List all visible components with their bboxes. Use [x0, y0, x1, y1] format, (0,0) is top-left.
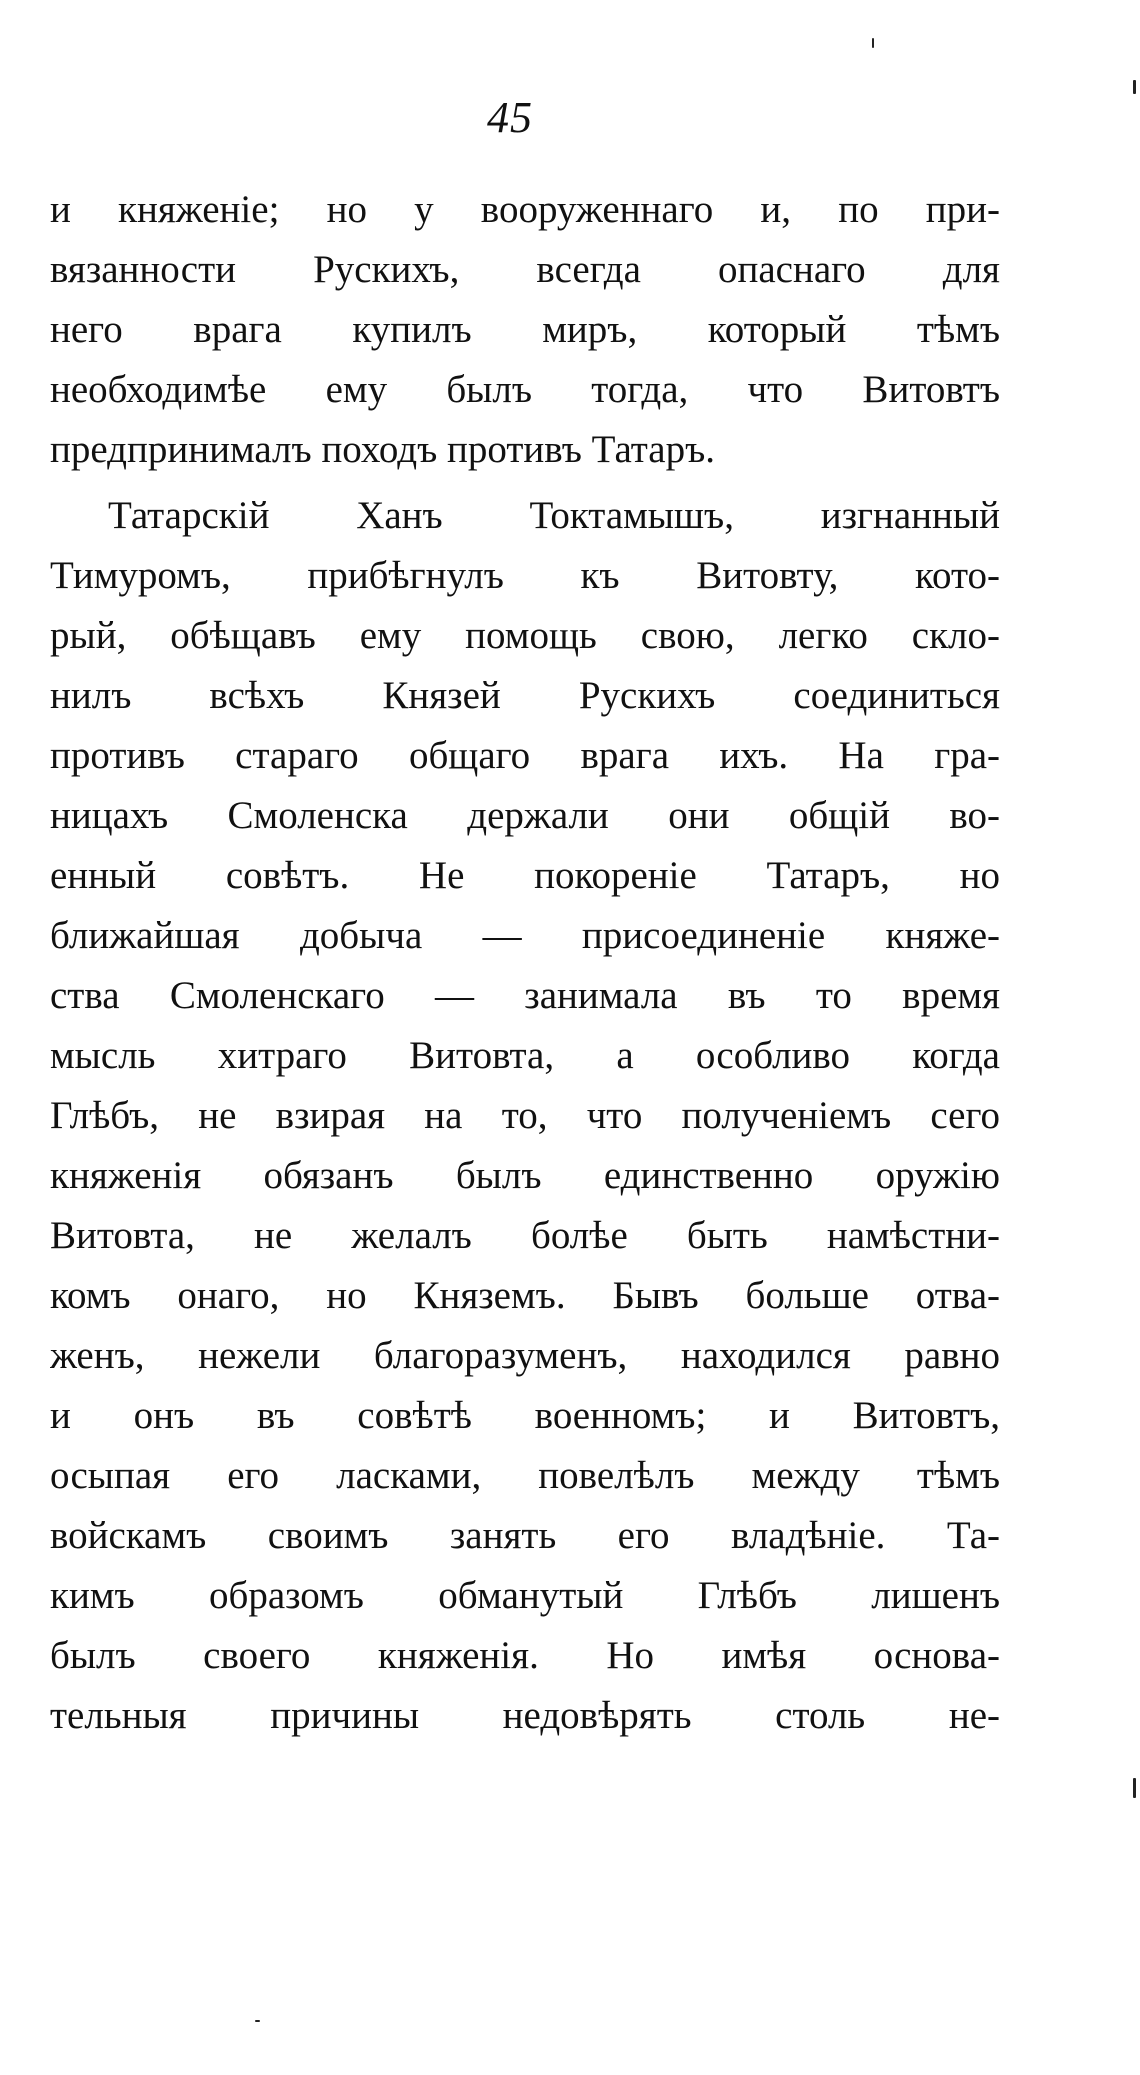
- text-line: нилъ всѣхъ Князей Рускихъ соединиться: [50, 674, 1000, 717]
- text-line: необходимѣе ему былъ тогда, что Витовтъ: [50, 368, 1000, 411]
- paragraph: [50, 486, 1000, 1746]
- text-line: войскамъ своимъ занять его владѣніе. Та-: [50, 1514, 1000, 1557]
- text-line: и онъ въ совѣтѣ военномъ; и Витовтъ,: [50, 1394, 1000, 1437]
- text-line: ближайшая добыча — присоединеніе княже-: [50, 914, 1000, 957]
- text-line: вязанности Рускихъ, всегда опаснаго для: [50, 248, 1000, 291]
- paragraph: [50, 180, 1000, 480]
- text-line: и княженіе; но у вооруженнаго и, по при-: [50, 188, 1000, 231]
- text-line: княженія обязанъ былъ единственно оружію: [50, 1154, 1000, 1197]
- text-line: ницахъ Смоленска держали они общій во-: [50, 794, 1000, 837]
- text-line: енный совѣтъ. Не покореніе Татаръ, но: [50, 854, 1000, 897]
- scan-speck: [255, 2020, 260, 2022]
- page-number: 45: [487, 93, 533, 142]
- scan-speck: [1133, 80, 1136, 94]
- text-line: кимъ образомъ обманутый Глѣбъ лишенъ: [50, 1574, 1000, 1617]
- text-line: мысль хитраго Витовта, а особливо когда: [50, 1034, 1000, 1077]
- text-line: рый, обѣщавъ ему помощь свою, легко скло-: [50, 614, 1000, 657]
- text-line: былъ своего княженія. Но имѣя основа-: [50, 1634, 1000, 1677]
- text-line: предпринималъ походъ противъ Татаръ.: [50, 428, 716, 471]
- text-line: осыпая его ласками, повелѣлъ между тѣмъ: [50, 1454, 1000, 1497]
- text-line: Витовта, не желалъ болѣе быть намѣстни-: [50, 1214, 1000, 1257]
- text-line: Тимуромъ, прибѣгнулъ къ Витовту, кото-: [50, 554, 1000, 597]
- text-line: женъ, нежели благоразуменъ, находился равно: [50, 1334, 1000, 1377]
- scan-speck: [1133, 1778, 1136, 1798]
- text-line: ства Смоленскаго — занимала въ то время: [50, 974, 1000, 1017]
- text-line: тельныя причины недовѣрять столь не-: [50, 1694, 1000, 1737]
- text-line: Татарскій Ханъ Токтамышъ, изгнанный: [108, 494, 1000, 537]
- text-line: Глѣбъ, не взирая на то, что полученіемъ сего: [50, 1094, 1000, 1137]
- body-text: [50, 180, 1000, 1746]
- text-line: противъ стараго общаго врага ихъ. На гра-: [50, 734, 1000, 777]
- text-line: комъ онаго, но Княземъ. Бывъ больше отва-: [50, 1274, 1000, 1317]
- scan-speck: [872, 38, 874, 48]
- text-line: него врага купилъ миръ, который тѣмъ: [50, 308, 1000, 351]
